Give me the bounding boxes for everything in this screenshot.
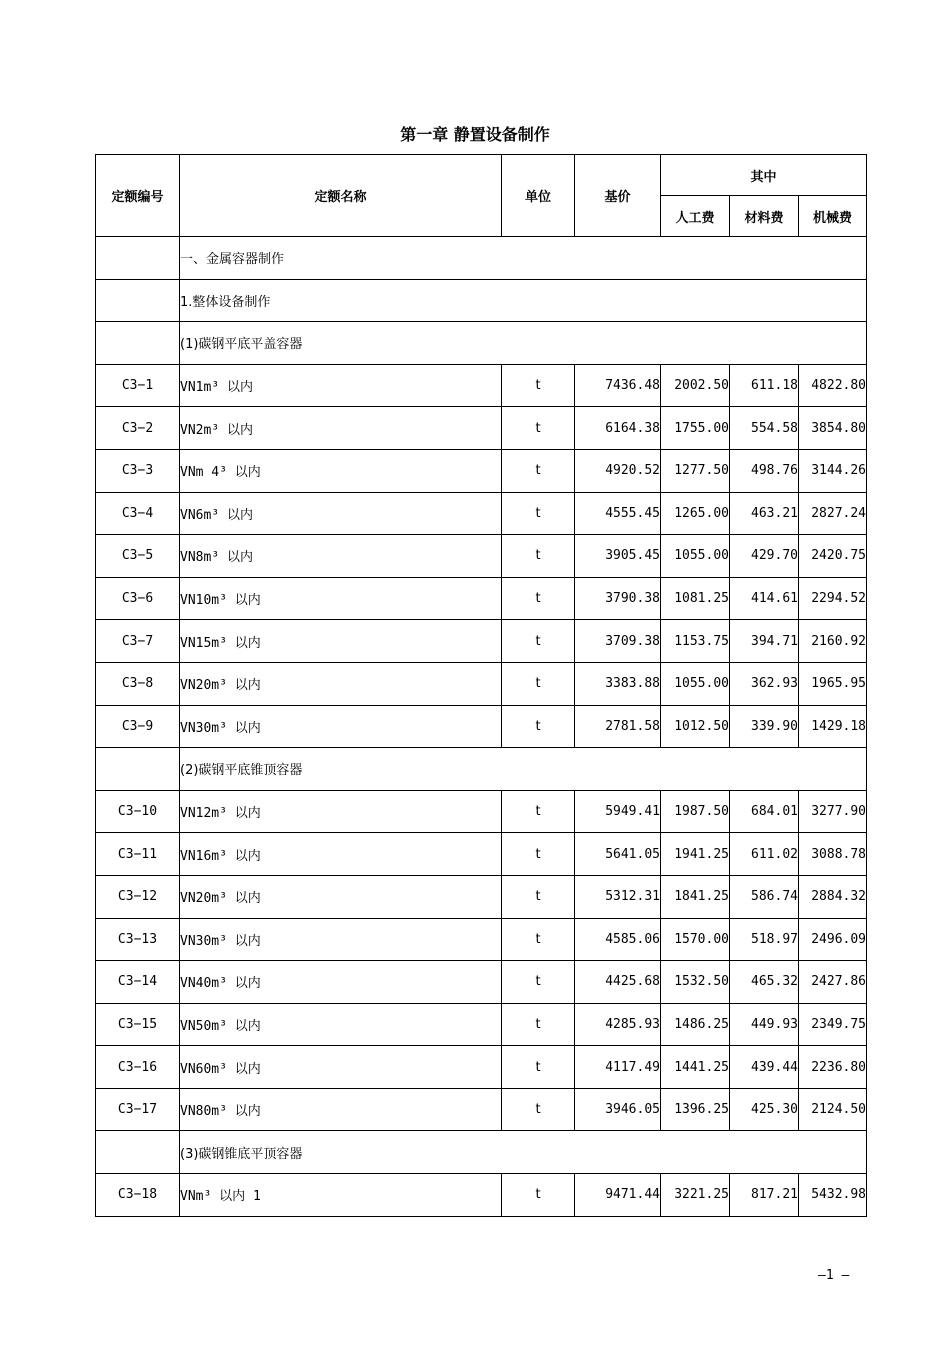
base-price-cell: 5312.31 [575, 875, 661, 918]
section-label: 1.整体设备制作 [180, 279, 867, 322]
unit-cell: t [502, 833, 575, 876]
unit-cell: t [502, 620, 575, 663]
material-cost-cell: 498.76 [730, 449, 799, 492]
base-price-cell: 9471.44 [575, 1174, 661, 1217]
material-cost-cell: 684.01 [730, 790, 799, 833]
base-price-cell: 5949.41 [575, 790, 661, 833]
unit-cell: t [502, 1003, 575, 1046]
machine-cost-cell: 2884.32 [799, 875, 867, 918]
quota-name: VN10m³ 以内 [180, 577, 502, 620]
base-price-cell: 7436.48 [575, 364, 661, 407]
table-row [96, 364, 867, 407]
labor-cost-cell: 1987.50 [661, 790, 730, 833]
unit-cell: t [502, 1088, 575, 1131]
section-code-cell [96, 279, 180, 322]
labor-cost-cell: 3221.25 [661, 1174, 730, 1217]
labor-cost-cell: 1277.50 [661, 449, 730, 492]
quota-name: VNm 4³ 以内 [180, 449, 502, 492]
header-code: 定额编号 [96, 155, 180, 237]
section-code-cell [96, 1131, 180, 1174]
unit-cell: t [502, 407, 575, 450]
material-cost-cell: 817.21 [730, 1174, 799, 1217]
labor-cost-cell: 1570.00 [661, 918, 730, 961]
quota-name: VN30m³ 以内 [180, 918, 502, 961]
table-row [96, 1046, 867, 1089]
base-price-cell: 4425.68 [575, 961, 661, 1004]
quota-code: C3−16 [96, 1046, 180, 1089]
table-body [96, 237, 867, 1217]
table-row [96, 407, 867, 450]
machine-cost-cell: 3854.80 [799, 407, 867, 450]
section-row [96, 237, 867, 280]
page-title: 第一章 静置设备制作 [400, 125, 550, 144]
machine-cost-cell: 2124.50 [799, 1088, 867, 1131]
quota-name: VN80m³ 以内 [180, 1088, 502, 1131]
section-row [96, 1131, 867, 1174]
table-row [96, 961, 867, 1004]
unit-cell: t [502, 577, 575, 620]
machine-cost-cell: 3144.26 [799, 449, 867, 492]
header-base-price: 基价 [575, 155, 661, 237]
material-cost-cell: 463.21 [730, 492, 799, 535]
labor-cost-cell: 1941.25 [661, 833, 730, 876]
machine-cost-cell: 3277.90 [799, 790, 867, 833]
header-group: 其中 [661, 155, 867, 196]
quota-code: C3−15 [96, 1003, 180, 1046]
table-row [96, 662, 867, 705]
section-label: (3)碳钢锥底平顶容器 [180, 1131, 867, 1174]
quota-code: C3−7 [96, 620, 180, 663]
quota-name: VN12m³ 以内 [180, 790, 502, 833]
machine-cost-cell: 1429.18 [799, 705, 867, 748]
base-price-cell: 4117.49 [575, 1046, 661, 1089]
section-code-cell [96, 748, 180, 791]
quota-name: VN60m³ 以内 [180, 1046, 502, 1089]
material-cost-cell: 586.74 [730, 875, 799, 918]
material-cost-cell: 429.70 [730, 535, 799, 578]
unit-cell: t [502, 961, 575, 1004]
labor-cost-cell: 1265.00 [661, 492, 730, 535]
table-row [96, 492, 867, 535]
table-row [96, 449, 867, 492]
unit-cell: t [502, 662, 575, 705]
labor-cost-cell: 1441.25 [661, 1046, 730, 1089]
quota-code: C3−8 [96, 662, 180, 705]
labor-cost-cell: 1081.25 [661, 577, 730, 620]
material-cost-cell: 611.18 [730, 364, 799, 407]
section-label: (2)碳钢平底锥顶容器 [180, 748, 867, 791]
quota-name: VN30m³ 以内 [180, 705, 502, 748]
base-price-cell: 4920.52 [575, 449, 661, 492]
section-code-cell [96, 322, 180, 365]
material-cost-cell: 362.93 [730, 662, 799, 705]
machine-cost-cell: 2294.52 [799, 577, 867, 620]
quota-code: C3−5 [96, 535, 180, 578]
section-row [96, 322, 867, 365]
machine-cost-cell: 1965.95 [799, 662, 867, 705]
quota-code: C3−2 [96, 407, 180, 450]
base-price-cell: 3905.45 [575, 535, 661, 578]
quota-code: C3−17 [96, 1088, 180, 1131]
table-row [96, 833, 867, 876]
labor-cost-cell: 1396.25 [661, 1088, 730, 1131]
labor-cost-cell: 1012.50 [661, 705, 730, 748]
table-row [96, 620, 867, 663]
machine-cost-cell: 2160.92 [799, 620, 867, 663]
quota-name: VN2m³ 以内 [180, 407, 502, 450]
quota-name: VN6m³ 以内 [180, 492, 502, 535]
material-cost-cell: 518.97 [730, 918, 799, 961]
machine-cost-cell: 4822.80 [799, 364, 867, 407]
header-labor: 人工费 [661, 196, 730, 237]
quota-name: VN8m³ 以内 [180, 535, 502, 578]
machine-cost-cell: 2236.80 [799, 1046, 867, 1089]
quota-code: C3−18 [96, 1174, 180, 1217]
material-cost-cell: 414.61 [730, 577, 799, 620]
section-row [96, 748, 867, 791]
quota-table [95, 154, 867, 1217]
material-cost-cell: 439.44 [730, 1046, 799, 1089]
quota-code: C3−14 [96, 961, 180, 1004]
table-row [96, 705, 867, 748]
section-row [96, 279, 867, 322]
section-label: (1)碳钢平底平盖容器 [180, 322, 867, 365]
table-row [96, 875, 867, 918]
base-price-cell: 2781.58 [575, 705, 661, 748]
base-price-cell: 5641.05 [575, 833, 661, 876]
quota-name: VN20m³ 以内 [180, 875, 502, 918]
material-cost-cell: 394.71 [730, 620, 799, 663]
unit-cell: t [502, 1174, 575, 1217]
base-price-cell: 3790.38 [575, 577, 661, 620]
quota-code: C3−10 [96, 790, 180, 833]
quota-code: C3−3 [96, 449, 180, 492]
quota-code: C3−11 [96, 833, 180, 876]
material-cost-cell: 339.90 [730, 705, 799, 748]
table-row [96, 1003, 867, 1046]
machine-cost-cell: 3088.78 [799, 833, 867, 876]
material-cost-cell: 465.32 [730, 961, 799, 1004]
unit-cell: t [502, 918, 575, 961]
page-number: —1 — [818, 1268, 850, 1283]
labor-cost-cell: 1153.75 [661, 620, 730, 663]
unit-cell: t [502, 705, 575, 748]
material-cost-cell: 449.93 [730, 1003, 799, 1046]
base-price-cell: 4285.93 [575, 1003, 661, 1046]
header-name: 定额名称 [180, 155, 502, 237]
unit-cell: t [502, 492, 575, 535]
machine-cost-cell: 2496.09 [799, 918, 867, 961]
labor-cost-cell: 1755.00 [661, 407, 730, 450]
table-row [96, 535, 867, 578]
material-cost-cell: 554.58 [730, 407, 799, 450]
unit-cell: t [502, 364, 575, 407]
unit-cell: t [502, 535, 575, 578]
quota-code: C3−4 [96, 492, 180, 535]
unit-cell: t [502, 449, 575, 492]
unit-cell: t [502, 875, 575, 918]
table-row [96, 1174, 867, 1217]
base-price-cell: 3709.38 [575, 620, 661, 663]
base-price-cell: 3946.05 [575, 1088, 661, 1131]
labor-cost-cell: 1841.25 [661, 875, 730, 918]
quota-name: VN16m³ 以内 [180, 833, 502, 876]
table-row [96, 1088, 867, 1131]
quota-name: VN1m³ 以内 [180, 364, 502, 407]
quota-code: C3−1 [96, 364, 180, 407]
quota-name: VN40m³ 以内 [180, 961, 502, 1004]
base-price-cell: 3383.88 [575, 662, 661, 705]
header-unit: 单位 [502, 155, 575, 237]
machine-cost-cell: 5432.98 [799, 1174, 867, 1217]
quota-code: C3−12 [96, 875, 180, 918]
machine-cost-cell: 2420.75 [799, 535, 867, 578]
quota-name: VN15m³ 以内 [180, 620, 502, 663]
unit-cell: t [502, 790, 575, 833]
material-cost-cell: 611.02 [730, 833, 799, 876]
quota-name: VN20m³ 以内 [180, 662, 502, 705]
base-price-cell: 6164.38 [575, 407, 661, 450]
unit-cell: t [502, 1046, 575, 1089]
header-machine: 机械费 [799, 196, 867, 237]
quota-code: C3−6 [96, 577, 180, 620]
base-price-cell: 4585.06 [575, 918, 661, 961]
machine-cost-cell: 2349.75 [799, 1003, 867, 1046]
labor-cost-cell: 1486.25 [661, 1003, 730, 1046]
quota-name: VN50m³ 以内 [180, 1003, 502, 1046]
table-row [96, 790, 867, 833]
machine-cost-cell: 2827.24 [799, 492, 867, 535]
machine-cost-cell: 2427.86 [799, 961, 867, 1004]
labor-cost-cell: 1055.00 [661, 662, 730, 705]
quota-code: C3−9 [96, 705, 180, 748]
header-material: 材料费 [730, 196, 799, 237]
material-cost-cell: 425.30 [730, 1088, 799, 1131]
section-label: 一、金属容器制作 [180, 237, 867, 280]
quota-code: C3−13 [96, 918, 180, 961]
table-row [96, 577, 867, 620]
base-price-cell: 4555.45 [575, 492, 661, 535]
labor-cost-cell: 1532.50 [661, 961, 730, 1004]
labor-cost-cell: 2002.50 [661, 364, 730, 407]
table-row [96, 918, 867, 961]
labor-cost-cell: 1055.00 [661, 535, 730, 578]
quota-name: VNm³ 以内 1 [180, 1174, 502, 1217]
table-header [96, 155, 867, 237]
section-code-cell [96, 237, 180, 280]
